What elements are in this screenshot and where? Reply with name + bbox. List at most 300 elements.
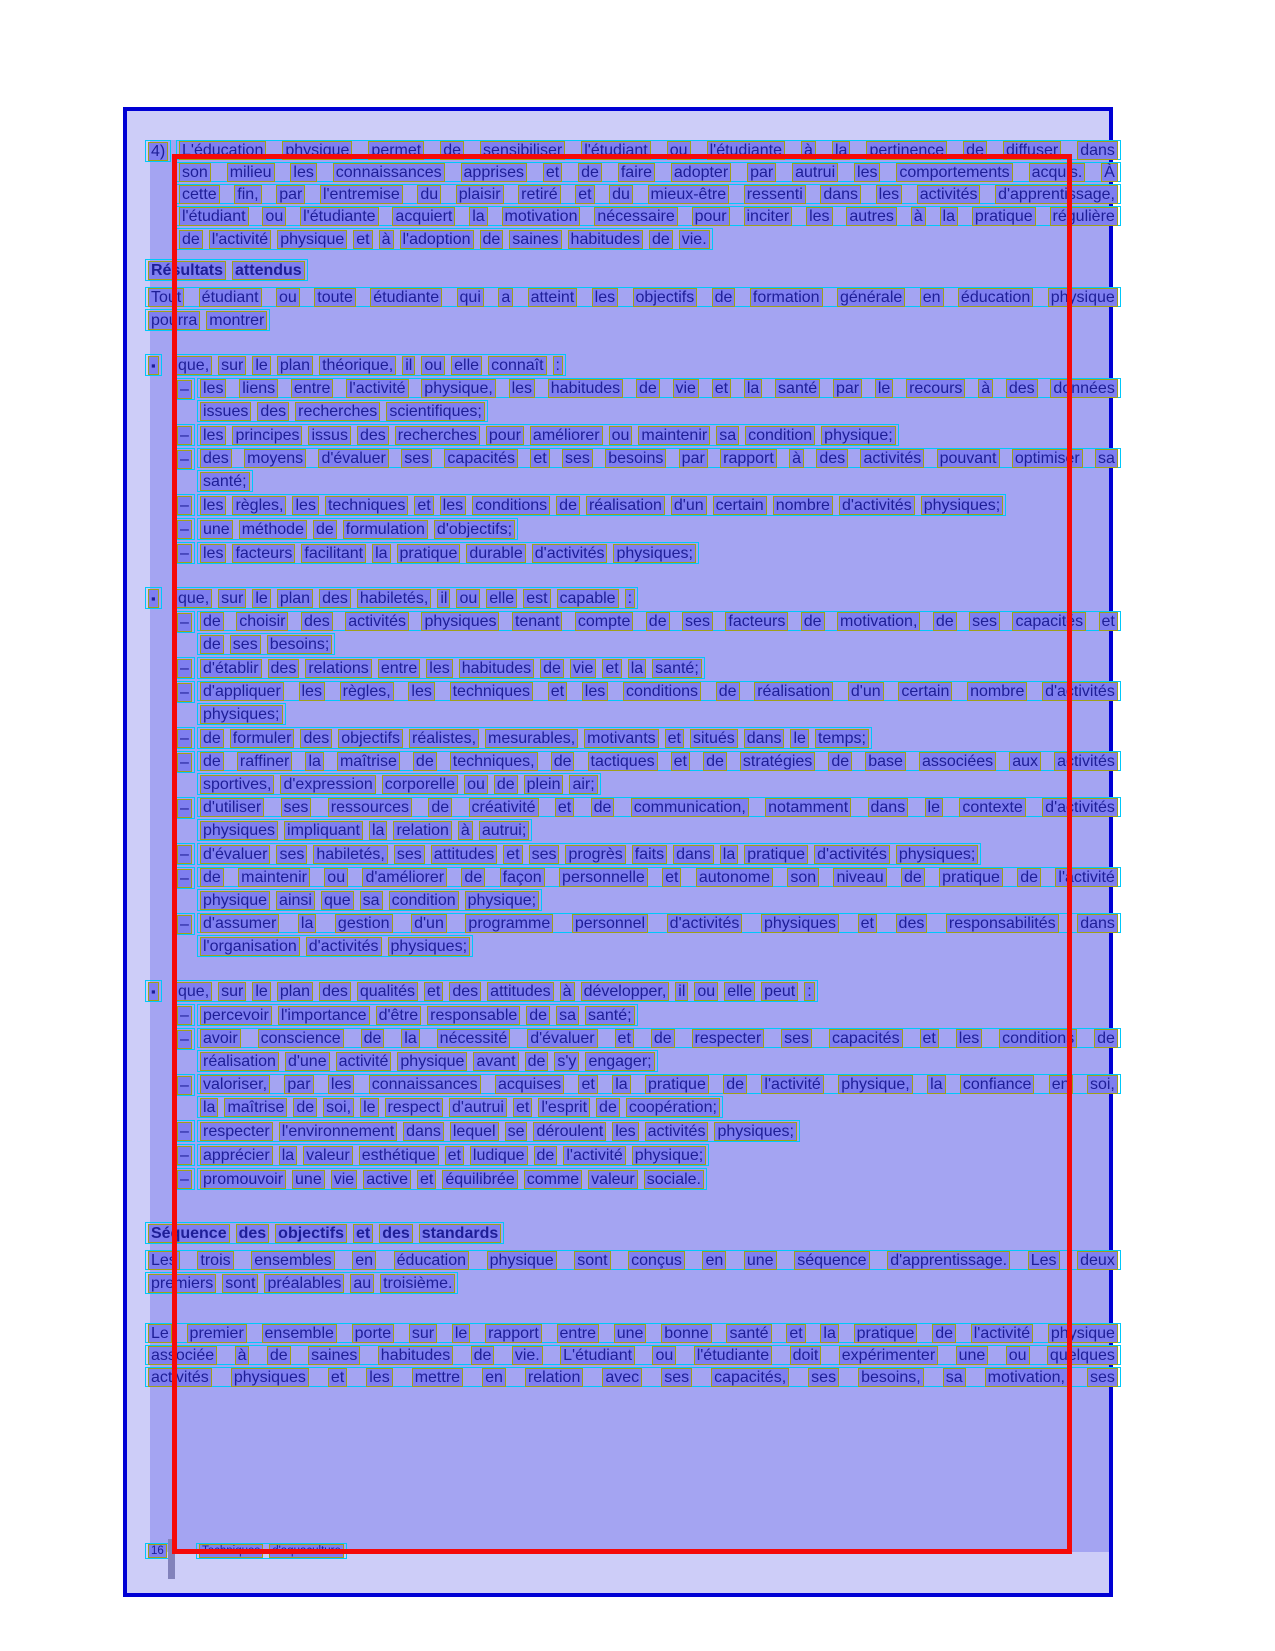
ocr-word-box: a [498,288,513,307]
ocr-word-box: les [854,163,880,182]
ocr-word-box: de [933,612,957,631]
ocr-word-box: le [790,729,808,748]
ocr-word-box: – [177,869,192,888]
ocr-word-box: pouvant [937,449,1000,468]
ocr-word-box: des [301,612,333,631]
ocr-word-box: d'appliquer [200,682,284,701]
ocr-word-box: rapport [720,449,777,468]
ocr-word-box: ressources [328,798,412,817]
ocr-word-box: le [252,356,270,375]
ocr-word-box: issus [308,426,350,445]
ocr-word-box: raffiner [237,752,293,771]
ocr-word-box: les [200,379,226,398]
ocr-word-box: d'activités [532,544,608,563]
ocr-word-box: une [614,1324,647,1343]
ocr-word-box: sa [1095,449,1118,468]
ocr-word-box: la [305,752,323,771]
ocr-word-box: réalistes, [409,729,479,748]
ocr-word-box: qualités [357,982,418,1001]
ocr-word-box: conscience [258,1029,344,1048]
ocr-word-box: que, [175,589,212,608]
ocr-word-box: notamment [765,798,851,817]
ocr-word-box: la [927,1075,945,1094]
ocr-word-box: ensembles [251,1251,334,1270]
page-number: 16 [148,1544,167,1558]
ocr-word-box: elle [451,356,482,375]
ocr-word-box: maîtrise [337,752,400,771]
ocr-word-box: montrer [206,311,267,330]
ocr-word-box: il [675,982,688,1001]
ocr-word-box: attitudes [487,982,553,1001]
ocr-word-box: peut [761,982,798,1001]
ocr-word-box: – [177,450,192,469]
ocr-word-box: d'évaluer [527,1029,597,1048]
ocr-word-box: physiques; [388,937,471,956]
ocr-word-box: d'être [376,1006,422,1025]
ocr-word-box: expérimenter [839,1346,938,1365]
ocr-word-box: durable [466,544,525,563]
ocr-word-box: ▪ [148,589,159,608]
ocr-word-box: d'activités [839,496,915,515]
ocr-word-box: développer, [581,982,670,1001]
ocr-word-box: le [875,379,893,398]
ocr-word-box: des [357,426,389,445]
ocr-word-box: corporelle [382,775,458,794]
ocr-word-box: dans [820,185,861,204]
ocr-word-box: vie [570,659,596,678]
ocr-word-box: ludique [470,1146,528,1165]
ocr-word-box: son [179,163,211,182]
ocr-word-box: étudiant [199,288,262,307]
ocr-word-box: – [177,659,192,678]
ocr-word-box: principes [232,426,302,445]
ocr-word-box: de [440,141,464,160]
ocr-word-box: de [267,1346,291,1365]
ocr-word-box: recherches [295,402,380,421]
ocr-word-box: – [177,845,192,864]
ocr-word-box: certain [898,682,952,701]
ocr-word-box: ou [464,775,488,794]
ocr-word-box: pour [486,426,524,445]
ocr-word-box: recherches [395,426,480,445]
ocr-word-box: des [200,449,232,468]
ocr-word-box: les [200,544,226,563]
ocr-word-box: le [452,1324,470,1343]
ocr-word-box: capacités [444,449,518,468]
ocr-word-box: d'évaluer [200,845,270,864]
ocr-word-box: de [313,520,337,539]
ocr-word-box: les [509,379,535,398]
ocr-word-box: la [298,914,316,933]
ocr-word-box: physique; [632,1146,707,1165]
ocr-word-box: entre [378,659,420,678]
ocr-word-box: de [651,1029,675,1048]
ocr-word-box: déroulent [533,1122,606,1141]
ocr-word-box: des [319,982,351,1001]
ocr-word-box: ses [682,612,713,631]
ocr-word-box: à [379,230,394,249]
ocr-word-box: L'étudiant [560,1346,635,1365]
ocr-word-box: objectifs [338,729,403,748]
ocr-word-box: physiques; [613,544,696,563]
ocr-word-box: et [328,1368,347,1387]
ocr-word-box: ou [324,868,348,887]
ocr-word-box: liens [239,379,278,398]
ocr-word-box: communication, [631,798,749,817]
ocr-word-box: deux [1077,1251,1118,1270]
ocr-word-box: la [372,544,390,563]
ocr-word-box: santé [775,379,820,398]
ocr-word-box: de [591,798,615,817]
ocr-word-box: sa [943,1368,966,1387]
ocr-word-box: promouvoir [200,1170,286,1189]
ocr-word-box: standards [419,1224,501,1243]
ocr-word-box: de [716,682,740,701]
ocr-word-box: s'y [554,1052,579,1071]
ocr-word-box: de [200,635,224,654]
ocr-word-box: et [575,185,594,204]
ocr-word-box: en [482,1368,506,1387]
ocr-word-box: et [602,659,621,678]
ocr-word-box: certain [713,496,767,515]
ocr-word-box: d'utiliser [200,798,264,817]
ocr-word-box: à [560,982,575,1001]
ocr-word-box: de [1017,868,1041,887]
ocr-word-box: les [956,1029,982,1048]
ocr-word-box: vie [331,1170,357,1189]
ocr-word-box: en [1049,1075,1073,1094]
ocr-word-box: conditions [623,682,701,701]
ocr-word-box: activités [645,1122,709,1141]
ocr-word-box: sa [556,1006,579,1025]
ocr-word-box: dans [744,729,785,748]
footer-doc-title-word: Techniques [199,1544,263,1558]
ocr-word-box: de [461,868,485,887]
ocr-word-box: habitudes [459,659,534,678]
ocr-word-box: éducation [958,288,1033,307]
ocr-word-box: habitudes [378,1346,453,1365]
ocr-word-box: quelques [1047,1346,1118,1365]
ocr-word-box: de [428,798,452,817]
ocr-word-box: premiers [148,1274,216,1293]
ocr-word-box: scientifiques; [386,402,485,421]
ocr-word-box: façon [500,868,545,887]
ocr-word-box: par [284,1075,313,1094]
ocr-word-box: connaissances [333,163,445,182]
bullet-marker-icon [145,980,162,1002]
ocr-word-box: créativité [469,798,539,817]
ocr-word-box: à [911,207,926,226]
ocr-word-box: les [592,288,618,307]
ocr-word-box: éducation [394,1251,469,1270]
ocr-word-box: associées [919,752,996,771]
ocr-word-box: comme [524,1170,582,1189]
ocr-word-box: personnel [572,914,648,933]
ocr-word-box: plein [524,775,564,794]
ocr-word-box: dans [868,798,909,817]
ocr-word-box: une [200,520,233,539]
ocr-word-box: – [177,729,192,748]
ocr-word-box: en [702,1251,726,1270]
ocr-word-box: de [932,1324,956,1343]
ocr-word-box: physique [397,1052,467,1071]
ocr-word-box: d'activités [1042,682,1118,701]
ocr-word-box: ou [667,141,691,160]
ocr-word-box: des [268,659,300,678]
ocr-word-box: choisir [236,612,288,631]
ocr-word-box: de [828,752,852,771]
ocr-word-box: la [200,1098,218,1117]
ocr-word-box: et [530,449,549,468]
ocr-word-box: ainsi [276,891,315,910]
ocr-word-box: vie. [679,230,710,249]
ocr-word-box: avoir [200,1029,241,1048]
ocr-word-box: pratique [939,868,1003,887]
ocr-word-box: l'activité [346,379,408,398]
ocr-word-box: capacités [829,1029,903,1048]
ocr-word-box: de [179,230,203,249]
ocr-word-box: et [578,1075,597,1094]
ocr-word-box: air; [569,775,597,794]
ocr-word-box: ses [969,612,1000,631]
ocr-word-box: de [200,729,224,748]
ocr-word-box: – [177,426,192,445]
ocr-word-box: les [200,426,226,445]
ocr-word-box: saines [509,230,561,249]
ocr-word-box: saines [308,1346,360,1365]
ocr-word-box: santé; [652,659,702,678]
ocr-word-box: recours [906,379,965,398]
ocr-word-box: percevoir [200,1006,272,1025]
ocr-word-box: étudiante [370,288,442,307]
ocr-word-box: – [177,1146,192,1165]
ocr-word-box: les [366,1368,392,1387]
ocr-word-box: techniques [450,682,533,701]
ocr-word-box: – [177,1006,192,1025]
ocr-word-box: les [612,1122,638,1141]
ocr-word-box: les [426,659,452,678]
ocr-word-box: une [744,1251,777,1270]
ocr-word-box: diffuser [1003,141,1061,160]
ocr-word-box: besoins; [267,635,333,654]
ocr-word-box: soi, [323,1098,354,1117]
ocr-word-box: confiance [960,1075,1035,1094]
ocr-word-box: et [424,982,443,1001]
ocr-word-box: personnelle [559,868,648,887]
ocr-word-box: pertinence [866,141,947,160]
ocr-word-box: L'éducation [179,141,266,160]
ocr-word-box: équilibrée [442,1170,517,1189]
ocr-word-box: physique [1048,288,1118,307]
ocr-word-box: mesurables, [485,729,578,748]
ocr-word-box: nombre [773,496,833,515]
ocr-word-box: motivation [502,207,581,226]
ocr-word-box: entre [557,1324,599,1343]
ocr-word-box: d'évaluer [318,449,388,468]
ocr-word-box: des [449,982,481,1001]
ocr-word-box: plan [277,356,313,375]
ocr-word-box: pratique [854,1324,918,1343]
ocr-word-box: – [177,683,192,702]
ocr-word-box: physiques; [714,1122,797,1141]
ocr-word-box: acquises [495,1075,564,1094]
ocr-word-box: la [820,1324,838,1343]
item-number [145,140,171,162]
ocr-word-box: d'un [411,914,447,933]
ocr-word-box: réalisation [754,682,833,701]
ocr-word-box: ses [276,845,307,864]
ocr-word-box: la [628,659,646,678]
ocr-word-box: des [816,449,848,468]
ocr-word-box: pratique [744,845,808,864]
ocr-word-box: sa [716,426,739,445]
ocr-word-box: améliorer [530,426,603,445]
ocr-word-box: au [350,1274,374,1293]
ocr-word-box: il [402,356,415,375]
ocr-word-box: des [896,914,928,933]
ocr-word-box: est [523,589,550,608]
ocr-word-box: esthétique [359,1146,439,1165]
ocr-word-box: la [832,141,850,160]
ocr-word-box: d'assumer [200,914,279,933]
ocr-word-box: lequel [450,1122,499,1141]
ocr-word-box: et [353,1224,373,1243]
ocr-word-box: le [252,982,270,1001]
ocr-word-box: de [556,496,580,515]
ocr-word-box: relations [305,659,371,678]
ocr-word-box: sont [574,1251,610,1270]
ocr-word-box: engager; [585,1052,654,1071]
ocr-word-box: les [292,496,318,515]
ocr-word-box: inciter [744,207,793,226]
ocr-word-box: ses [661,1368,692,1387]
ocr-word-box: objectifs [633,288,698,307]
ocr-word-box: gestion [335,914,393,933]
ocr-word-box: troisième. [380,1274,455,1293]
ocr-word-box: pourra [148,311,200,330]
ocr-word-box: valoriser, [200,1075,270,1094]
ocr-word-box: acquiert [392,207,455,226]
ocr-word-box: apprises [461,163,527,182]
ocr-word-box: les [408,682,434,701]
ocr-word-box: d'activités [667,914,743,933]
ocr-word-box: facteurs [232,544,295,563]
ocr-word-box: situés [690,729,738,748]
ocr-word-box: – [177,753,192,772]
ocr-word-box: activité [336,1052,392,1071]
ocr-word-box: physique, [838,1075,913,1094]
ocr-word-box: l'étudiante [300,207,378,226]
ocr-word-box: l'étudiant [581,141,651,160]
ocr-word-box: de [646,612,670,631]
ocr-word-box: à [235,1346,250,1365]
ocr-word-box: des [257,402,289,421]
document-page [123,107,1113,1597]
ocr-word-box: – [177,544,192,563]
ocr-word-box: connaissances [369,1075,481,1094]
ocr-word-box: d'apprentissage. [887,1251,1010,1270]
ocr-word-box: de [578,163,602,182]
ocr-word-box: valeur [588,1170,638,1189]
ocr-word-box: d'activités [814,845,890,864]
ocr-word-box: physiques [200,821,278,840]
ocr-word-box: le [252,589,270,608]
ocr-word-box: acquis. [1029,163,1086,182]
ocr-word-box: des [300,729,332,748]
ocr-word-box: l'activité [971,1324,1033,1343]
ocr-word-box: l'étudiante [694,1346,772,1365]
ocr-word-box: du [609,185,633,204]
ocr-word-box: les [582,682,608,701]
ocr-word-box: physiques; [200,705,283,724]
ocr-word-box: santé [726,1324,771,1343]
ocr-word-box: la [720,845,738,864]
ocr-word-box: l'étudiant [179,207,249,226]
ocr-word-box: physiques; [921,496,1004,515]
ocr-word-box: condition [745,426,815,445]
ocr-word-box: pratique [645,1075,709,1094]
ocr-word-box: santé; [585,1006,635,1025]
ocr-word-box: en [352,1251,376,1270]
ocr-word-box: une [956,1346,989,1365]
ocr-word-box: d'apprentissage, [995,185,1118,204]
ocr-word-box: de [551,752,575,771]
ocr-word-box: l'activité [1055,868,1117,887]
ocr-word-box: à [789,449,804,468]
ocr-word-box: les [299,682,325,701]
detected-region-rectangle [172,154,1072,1554]
ocr-word-box: autres [846,207,896,226]
ocr-word-box: qui [457,288,484,307]
bullet-marker-icon [145,354,162,376]
ocr-word-box: ses [1087,1368,1118,1387]
ocr-word-box: en [920,288,944,307]
ocr-word-box: comportements [896,163,1012,182]
ocr-word-box: aux [1009,752,1041,771]
ocr-word-box: elle [486,589,517,608]
ocr-word-box: physiques [761,914,839,933]
ocr-word-box: ses [781,1029,812,1048]
ocr-word-box: sont [222,1274,258,1293]
ocr-word-box: doit [790,1346,822,1365]
ocr-word-box: physique, [421,379,496,398]
ocr-word-box: de [200,868,224,887]
ocr-word-box: vie. [512,1346,543,1365]
ocr-word-box: techniques, [450,752,538,771]
ocr-word-box: ou [456,589,480,608]
ocr-word-box: nécessaire [594,207,677,226]
ocr-word-box: ou [276,288,300,307]
ocr-word-box: contexte [959,798,1025,817]
ocr-word-box: pour [692,207,730,226]
ocr-word-box: à [458,821,473,840]
ocr-word-box: ou [694,982,718,1001]
ocr-word-box: physiques [231,1368,309,1387]
ocr-word-box: : [625,589,635,608]
ocr-word-box: conditions [999,1029,1077,1048]
ocr-word-box: Les [148,1251,180,1270]
ocr-word-box: ou [262,207,286,226]
ocr-word-box: : [553,356,563,375]
ocr-word-box: d'autrui [449,1098,507,1117]
ocr-word-box: l'environnement [279,1122,397,1141]
ocr-word-box: capable [557,589,619,608]
ocr-word-box: – [177,915,192,934]
ocr-word-box: ou [421,356,445,375]
ocr-word-box: et [662,868,681,887]
ocr-word-box: méthode [239,520,307,539]
ocr-word-box: apprécier [200,1146,273,1165]
